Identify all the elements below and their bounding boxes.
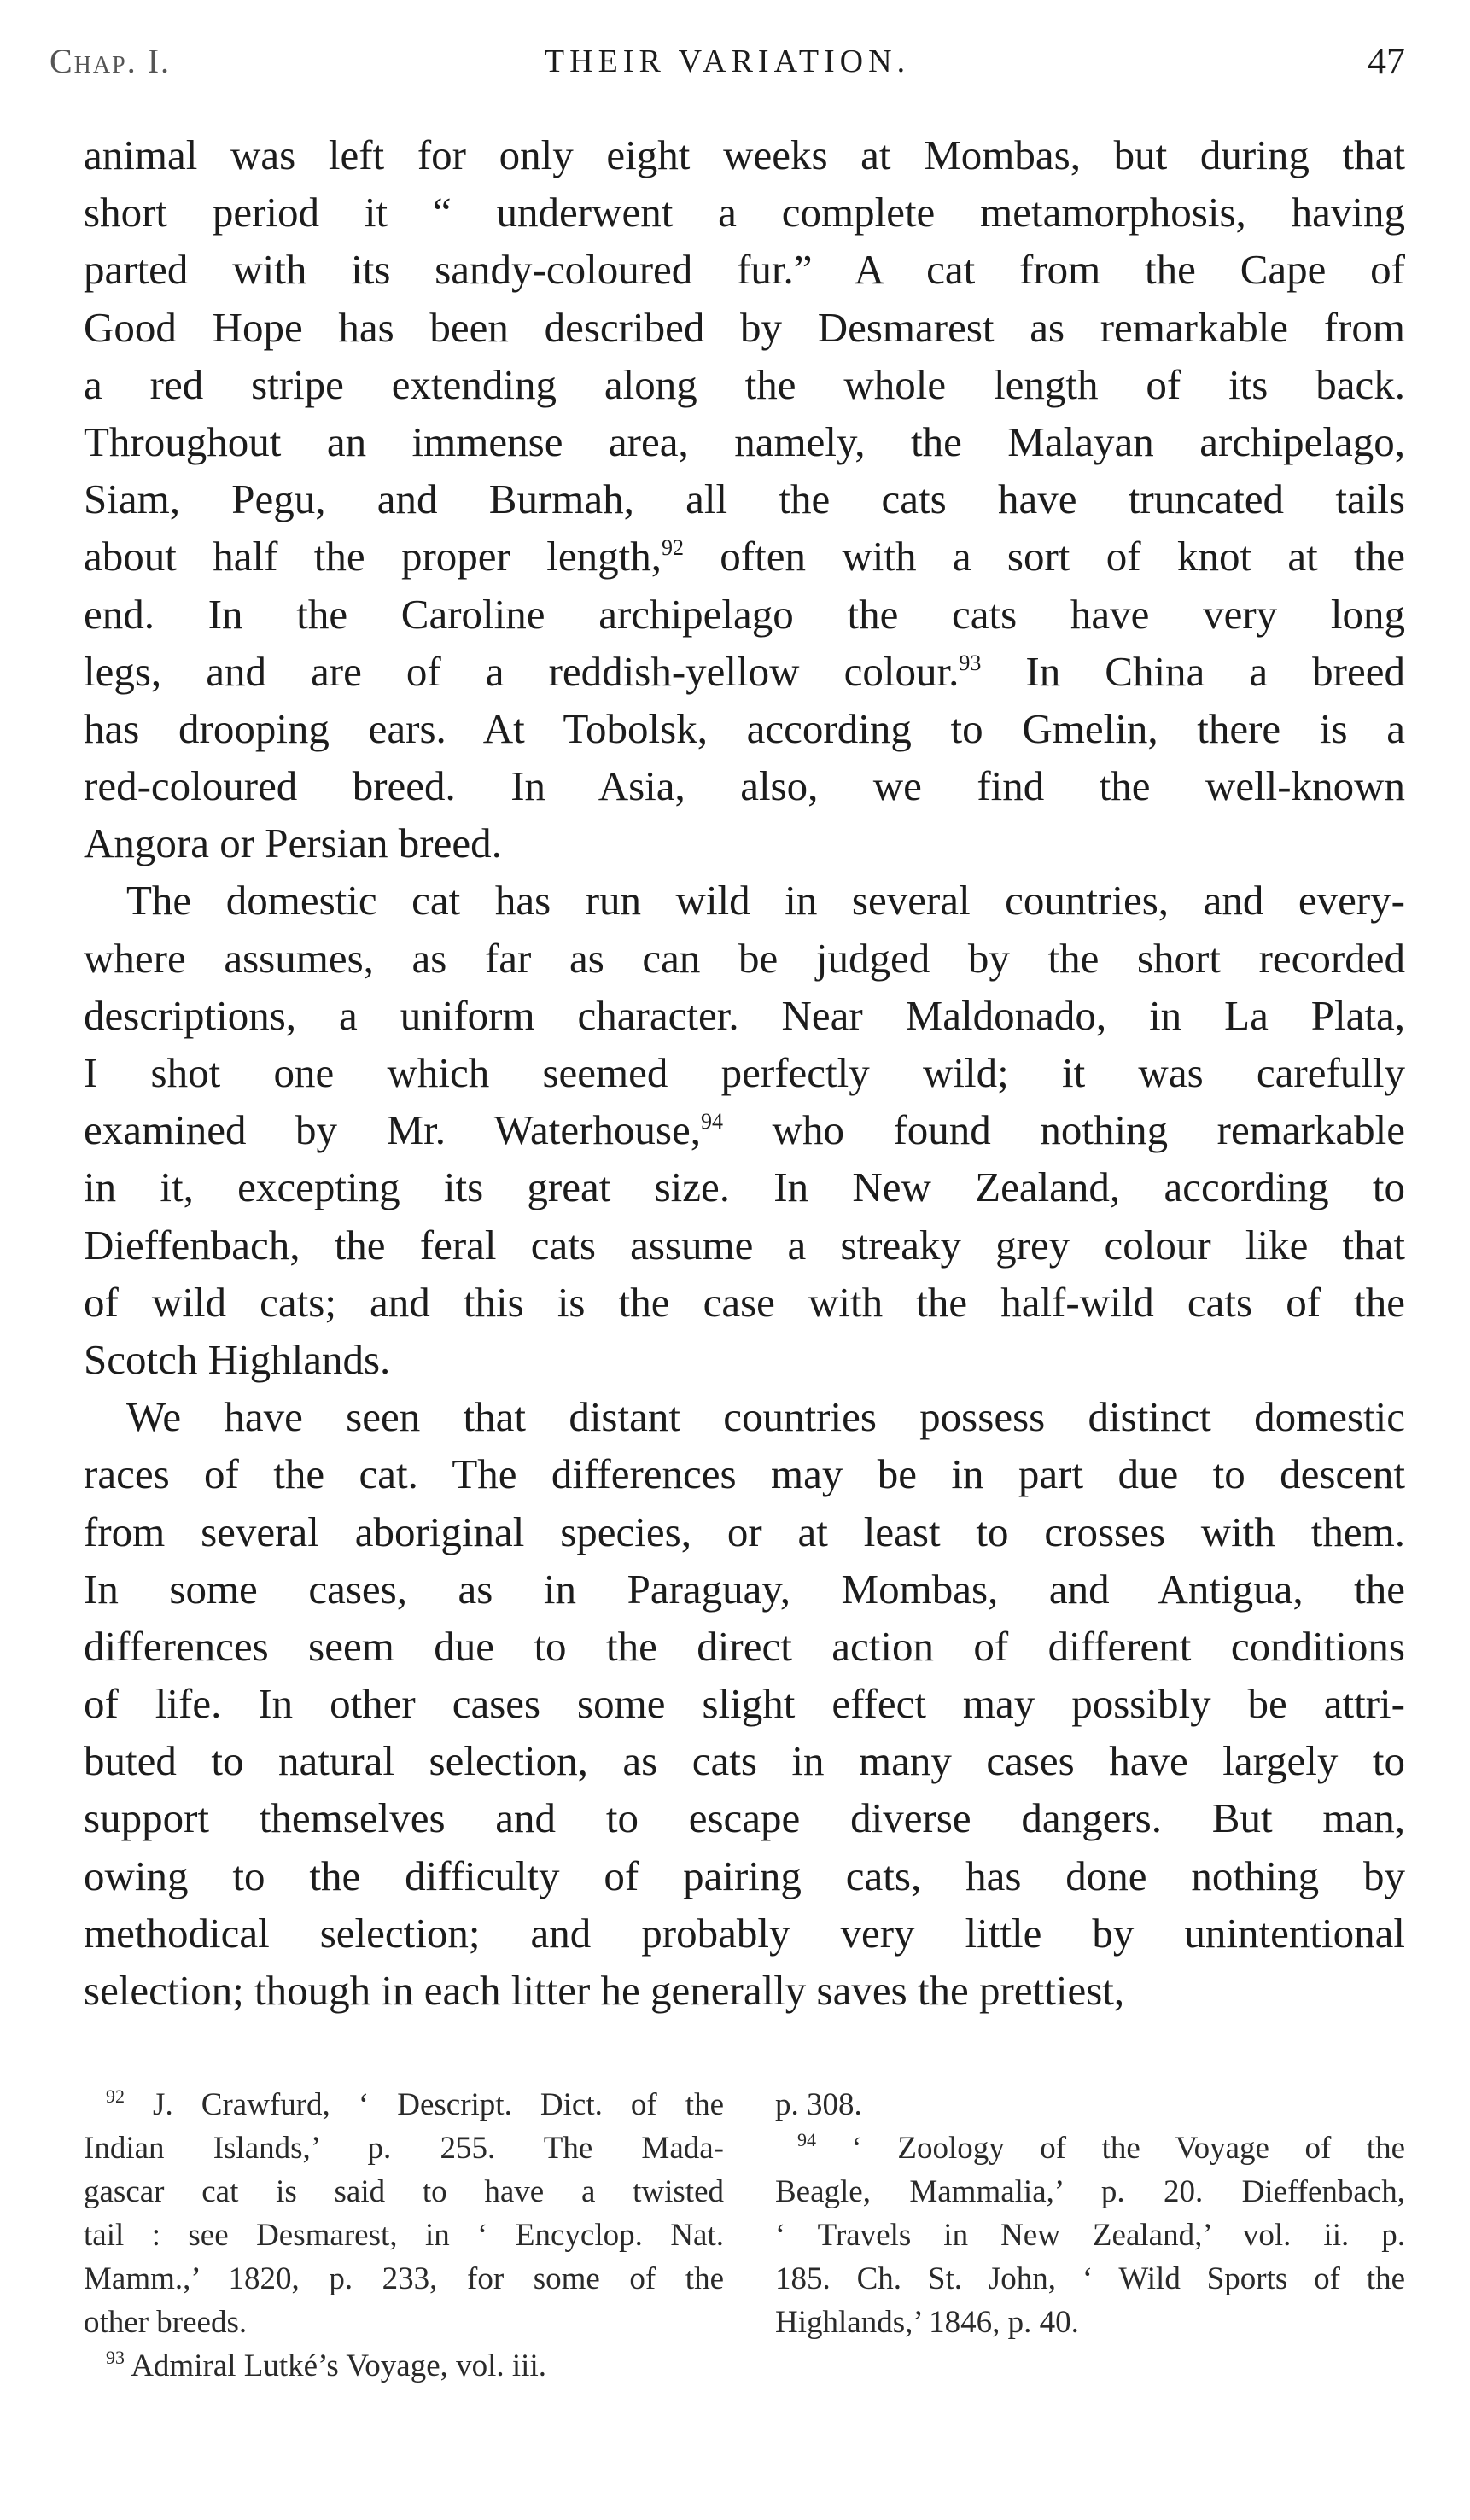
body-line bbox=[84, 1101, 1405, 1158]
body-line-text: legs, and are of a reddish-yellow colour. bbox=[84, 647, 960, 695]
body-line-text: has drooping ears. At Tobolsk, according to Gmelin, there is a bbox=[84, 704, 1405, 752]
body-line-text: end. In the Caroline archipelago the cats have very long bbox=[84, 590, 1405, 638]
body-line-text: descriptions, a uniform character. Near Maldonado, in La Plata, bbox=[84, 991, 1405, 1039]
body-line-text: I shot one which seemed perfectly wild; it was carefully bbox=[84, 1049, 1405, 1096]
footnote-number: 93 bbox=[106, 2347, 125, 2368]
body-line-text: Throughout an immense area, namely, the Malayan archipelago, bbox=[84, 417, 1405, 465]
footnote-text: gascar cat is said to have a twisted bbox=[84, 2174, 724, 2209]
footnote-line bbox=[775, 2083, 1405, 2126]
footnote-line bbox=[775, 2126, 1405, 2170]
footnote-text: J. Crawfurd, ‘ Descript. Dict. of the bbox=[125, 2087, 724, 2122]
body-line-text-continued: often with a sort of knot at the bbox=[683, 533, 1405, 580]
body-line bbox=[84, 356, 1405, 413]
footnote-marker: 92 bbox=[661, 535, 684, 561]
body-line-text: animal was left for only eight weeks at Mombas, but during that bbox=[84, 131, 1405, 178]
body-text bbox=[84, 126, 1405, 2019]
footnotes bbox=[84, 2083, 1405, 2383]
body-line-text: examined by Mr. Waterhouse, bbox=[84, 1106, 701, 1154]
footnote-text: 185. Ch. St. John, ‘ Wild Sports of the bbox=[775, 2261, 1405, 2296]
footnote-line bbox=[775, 2170, 1405, 2214]
body-line-text: methodical selection; and probably very little by unintentional bbox=[84, 1909, 1405, 1957]
footnote-text: other breeds. bbox=[84, 2305, 248, 2340]
body-line-text: of wild cats; and this is the case with the half-wild cats of the bbox=[84, 1278, 1405, 1326]
body-line bbox=[84, 184, 1405, 241]
footnote-line bbox=[84, 2126, 724, 2170]
body-line bbox=[84, 126, 1405, 184]
body-line-text: short period it “ underwent a complete metamorphosis, having bbox=[84, 189, 1405, 236]
body-line-text-continued: In China a breed bbox=[981, 647, 1405, 695]
body-line-text: in it, excepting its great size. In New Zealand, according to bbox=[84, 1164, 1405, 1211]
footnotes-left-column bbox=[84, 2083, 724, 2388]
body-line-text: owing to the difficulty of pairing cats, has done nothing by bbox=[84, 1852, 1405, 1899]
footnote-text: Admiral Lutké’s Voyage, vol. iii. bbox=[125, 2348, 546, 2383]
body-line-text: Siam, Pegu, and Burmah, all the cats have truncated tails bbox=[84, 475, 1405, 523]
footnote-text: Mamm.,’ 1820, p. 233, for some of the bbox=[84, 2261, 724, 2296]
footnotes-right-column bbox=[775, 2083, 1405, 2344]
body-line bbox=[84, 700, 1405, 757]
body-line bbox=[84, 586, 1405, 643]
footnote-text: Highlands,’ 1846, p. 40. bbox=[775, 2305, 1079, 2340]
body-line-text: We have seen that distant countries possess distinct domestic bbox=[126, 1393, 1405, 1441]
footnote-line bbox=[84, 2301, 724, 2344]
footnote-text: p. 308. bbox=[775, 2087, 862, 2122]
body-line-text: where assumes, as far as can be judged by the short recorded bbox=[84, 934, 1405, 982]
body-line-text: races of the cat. The differences may be in part due to descent bbox=[84, 1450, 1405, 1498]
body-line bbox=[84, 1905, 1405, 1962]
body-line bbox=[84, 1274, 1405, 1331]
body-line-text: buted to natural selection, as cats in many cases have largely to bbox=[84, 1737, 1405, 1785]
footnote-text: Beagle, Mammalia,’ p. 20. Dieffenbach, bbox=[775, 2174, 1405, 2209]
body-line bbox=[84, 470, 1405, 528]
body-line bbox=[84, 1216, 1405, 1274]
body-line-text: selection; though in each litter he generally saves the prettiest, bbox=[84, 1967, 1125, 2014]
body-line-text: from several aboriginal species, or at least to crosses with them. bbox=[84, 1508, 1405, 1555]
body-line-text: Angora or Persian breed. bbox=[84, 820, 502, 867]
body-line-text: Scotch Highlands. bbox=[84, 1335, 391, 1383]
page-title: THEIR VARIATION. bbox=[544, 44, 911, 79]
body-line bbox=[84, 757, 1405, 814]
body-line bbox=[84, 987, 1405, 1044]
footnote-line bbox=[84, 2170, 724, 2214]
body-line bbox=[84, 643, 1405, 700]
body-line bbox=[84, 1388, 1405, 1445]
page-number: 47 bbox=[1368, 40, 1405, 82]
body-line bbox=[84, 1560, 1405, 1618]
body-line bbox=[84, 930, 1405, 987]
body-line-text: Good Hope has been described by Desmarest as remarkable from bbox=[84, 303, 1405, 351]
body-line-text: support themselves and to escape diverse dangers. But man, bbox=[84, 1794, 1405, 1842]
body-line-text: parted with its sandy-coloured fur.” A cat from the Cape of bbox=[84, 246, 1405, 294]
chapter-label: Chap. I. bbox=[50, 42, 172, 80]
body-line bbox=[84, 1618, 1405, 1675]
footnote-text: ‘ Zoology of the Voyage of the bbox=[816, 2131, 1405, 2166]
body-line bbox=[84, 1675, 1405, 1732]
footnote-number: 92 bbox=[106, 2085, 125, 2107]
body-line-text: about half the proper length, bbox=[84, 533, 662, 580]
footnote-line bbox=[775, 2214, 1405, 2257]
body-line-text: of life. In other cases some slight effect may possibly be attri- bbox=[84, 1680, 1405, 1728]
body-line bbox=[84, 1789, 1405, 1846]
body-line bbox=[84, 299, 1405, 356]
footnote-text: tail : see Desmarest, in ‘ Encyclop. Nat. bbox=[84, 2218, 724, 2253]
body-line bbox=[84, 1158, 1405, 1216]
body-line-text: a red stripe extending along the whole length of its back. bbox=[84, 360, 1405, 408]
footnote-text: Indian Islands,’ p. 255. The Mada- bbox=[84, 2131, 724, 2166]
footnote-line bbox=[775, 2301, 1405, 2344]
body-line-text: In some cases, as in Paraguay, Mombas, and Antigua, the bbox=[84, 1565, 1405, 1613]
body-line bbox=[84, 872, 1405, 929]
footnote-marker: 94 bbox=[701, 1109, 723, 1135]
footnote-line bbox=[84, 2344, 724, 2388]
footnote-line bbox=[84, 2214, 724, 2257]
body-line bbox=[84, 241, 1405, 298]
body-line-text: red-coloured breed. In Asia, also, we find the well-known bbox=[84, 762, 1405, 810]
footnote-line bbox=[84, 2083, 724, 2126]
body-line-text: Dieffenbach, the feral cats assume a streaky grey colour like that bbox=[84, 1221, 1405, 1269]
body-line bbox=[84, 1503, 1405, 1560]
footnote-text: ‘ Travels in New Zealand,’ vol. ii. p. bbox=[775, 2218, 1405, 2253]
body-line bbox=[84, 1847, 1405, 1905]
body-line bbox=[84, 1044, 1405, 1101]
running-header bbox=[50, 38, 1405, 85]
body-line bbox=[84, 814, 1405, 872]
body-line-text: The domestic cat has run wild in several countries, and every- bbox=[126, 877, 1405, 925]
body-line bbox=[84, 1962, 1405, 2019]
body-line bbox=[84, 1732, 1405, 1789]
footnote-number: 94 bbox=[797, 2129, 816, 2150]
footnote-line bbox=[84, 2257, 724, 2301]
body-line bbox=[84, 528, 1405, 585]
footnote-marker: 93 bbox=[959, 650, 982, 675]
body-line bbox=[84, 413, 1405, 470]
footnote-line bbox=[775, 2257, 1405, 2301]
body-line bbox=[84, 1331, 1405, 1388]
body-line-text: differences seem due to the direct action of different conditions bbox=[84, 1622, 1405, 1670]
body-line bbox=[84, 1445, 1405, 1502]
body-line-text-continued: who found nothing remarkable bbox=[723, 1106, 1405, 1154]
